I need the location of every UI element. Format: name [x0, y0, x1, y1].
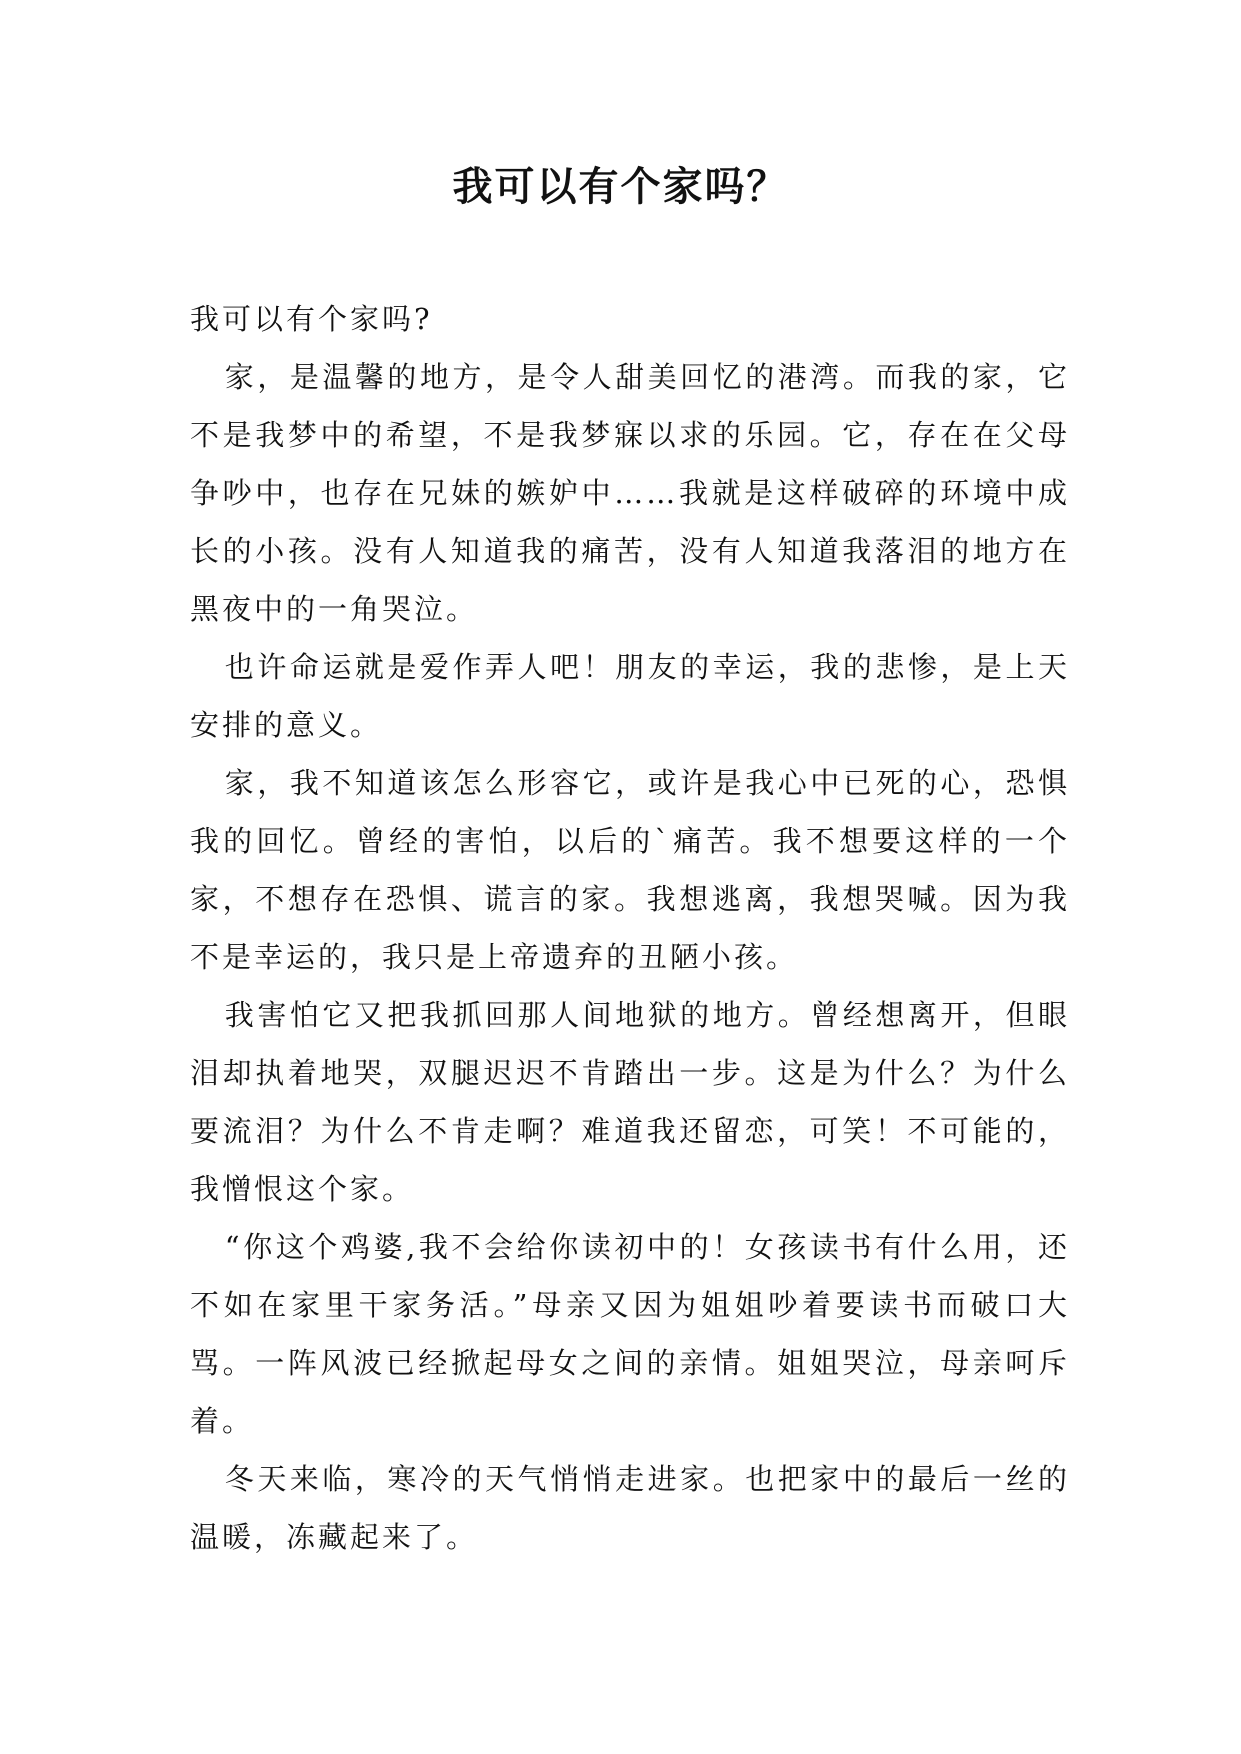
paragraph-1: 我可以有个家吗? — [190, 302, 433, 336]
paragraph-2: 家，是温馨的地方，是令人甜美回忆的港湾。而我的家，它不是我梦中的希望，不是我梦寐以求的乐园。它，存在在父母争吵中，也存在兄妹的嫉妒中……我就是这样破碎的环境中成长的小孩。没有人知道我的痛苦，没有人知道我落泪的地方在黑夜中的一角哭泣。 — [190, 360, 1070, 626]
document-title: 我可以有个家吗？ — [452, 163, 789, 210]
document-body — [190, 290, 1070, 1566]
paragraph-4: 家，我不知道该怎么形容它，或许是我心中已死的心，恐惧我的回忆。曾经的害怕，以后的`痛苦。我不想要这样的一个家，不想存在恐惧、谎言的家。我想逃离，我想哭喊。因为我不是幸运的，我只是上帝遗弃的丑陋小孩。 — [190, 766, 1070, 974]
paragraph-7: 冬天来临，寒冷的天气悄悄走进家。也把家中的最后一丝的温暖，冻藏起来了。 — [190, 1462, 1070, 1554]
paragraph-6: “你这个鸡婆,我不会给你读初中的！女孩读书有什么用，还不如在家里干家务活。”母亲又因为姐姐吵着要读书而破口大骂。一阵风波已经掀起母女之间的亲情。姐姐哭泣，母亲呵斥着。 — [190, 1230, 1070, 1438]
paragraph-3: 也许命运就是爱作弄人吧！朋友的幸运，我的悲惨，是上天安排的意义。 — [190, 650, 1070, 742]
paragraph-5: 我害怕它又把我抓回那人间地狱的地方。曾经想离开，但眼泪却执着地哭，双腿迟迟不肯踏出一步。这是为什么？为什么要流泪？为什么不肯走啊？难道我还留恋，可笑！不可能的，我憎恨这个家。 — [190, 998, 1070, 1206]
